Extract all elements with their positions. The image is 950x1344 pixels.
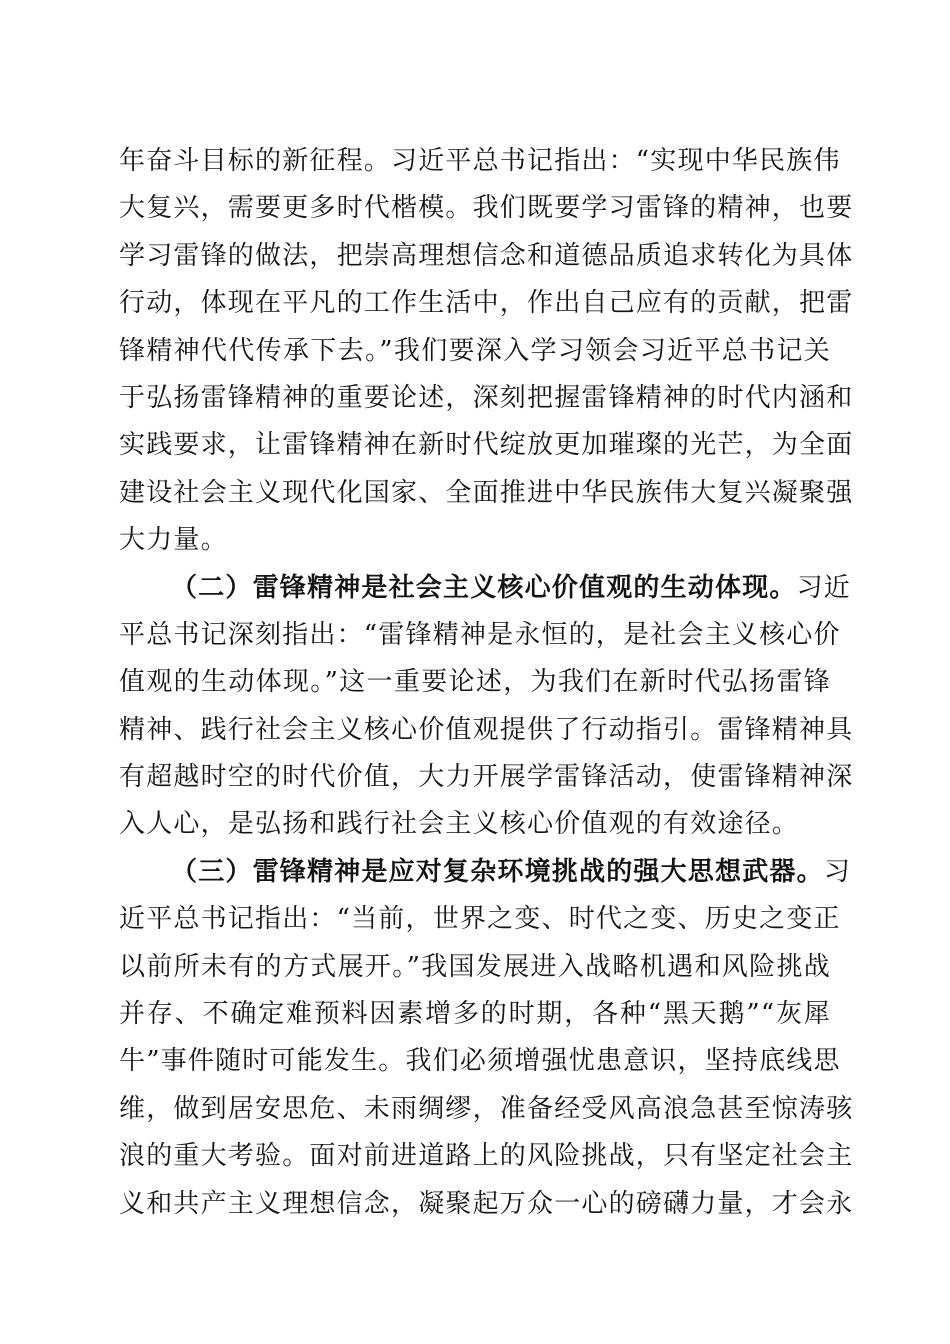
paragraph-2 [119, 565, 854, 849]
text-line [119, 565, 852, 612]
text-line: 平总书记深刻指出：“雷锋精神是永恒的，是社会主义核心价 [119, 619, 841, 650]
heading-line-rest: 习 [823, 856, 852, 887]
text-line: 牛”事件随时可能发生。我们必须增强忧患意识，坚持底线思 [119, 1046, 841, 1077]
text-line: 实践要求，让雷锋精神在新时代绽放更加璀璨的光芒，为全面 [119, 430, 854, 461]
section-heading: （二）雷锋精神是社会主义核心价值观的生动体现。 [171, 572, 797, 603]
text-line: 大复兴，需要更多时代楷模。我们既要学习雷锋的精神，也要 [119, 193, 854, 224]
text-line: 浪的重大考验。面对前进道路上的风险挑战，只有坚定社会主 [119, 1141, 854, 1172]
text-line: 有超越时空的时代价值，大力开展学雷锋活动，使雷锋精神深 [119, 762, 854, 793]
paragraph-1 [119, 138, 854, 565]
body-text [119, 138, 854, 1228]
text-line: 年奋斗目标的新征程。习近平总书记指出：“实现中华民族伟 [119, 146, 841, 176]
text-line: 义和共产主义理想信念，凝聚起万众一心的磅礴力量，才会永 [119, 1188, 854, 1219]
text-line: 维，做到居安思危、未雨绸缪，准备经受风高浪急甚至惊涛骇 [119, 1093, 854, 1124]
text-line: 精神、践行社会主义核心价值观提供了行动指引。雷锋精神具 [119, 714, 854, 745]
heading-line-rest: 习近 [796, 572, 852, 603]
paragraph-3 [119, 849, 854, 1228]
text-line: 于弘扬雷锋精神的重要论述，深刻把握雷锋精神的时代内涵和 [119, 382, 854, 413]
text-line: 锋精神代代传承下去。”我们要深入学习领会习近平总书记关 [119, 335, 831, 366]
text-line: 建设社会主义现代化国家、全面推进中华民族伟大复兴凝聚强 [119, 477, 854, 508]
text-line: 并存、不确定难预料因素增多的时期，各种“黑天鹅”“灰犀 [119, 999, 831, 1030]
text-line: 学习雷锋的做法，把崇高理想信念和道德品质追求转化为具体 [119, 240, 854, 271]
text-line [119, 849, 852, 896]
text-line: 值观的生动体现。”这一重要论述，为我们在新时代弘扬雷锋 [119, 667, 831, 698]
text-line: 入人心，是弘扬和践行社会主义核心价值观的有效途径。 [119, 809, 800, 840]
text-line: 行动，体现在平凡的工作生活中，作出自己应有的贡献，把雷 [119, 288, 854, 319]
text-line: 以前所未有的方式展开。”我国发展进入战略机遇和风险挑战 [119, 951, 831, 982]
text-line: 大力量。 [119, 525, 228, 556]
text-line: 近平总书记指出：“当前，世界之变、时代之变、历史之变正 [119, 904, 841, 935]
section-heading: （三）雷锋精神是应对复杂环境挑战的强大思想武器。 [171, 856, 824, 887]
